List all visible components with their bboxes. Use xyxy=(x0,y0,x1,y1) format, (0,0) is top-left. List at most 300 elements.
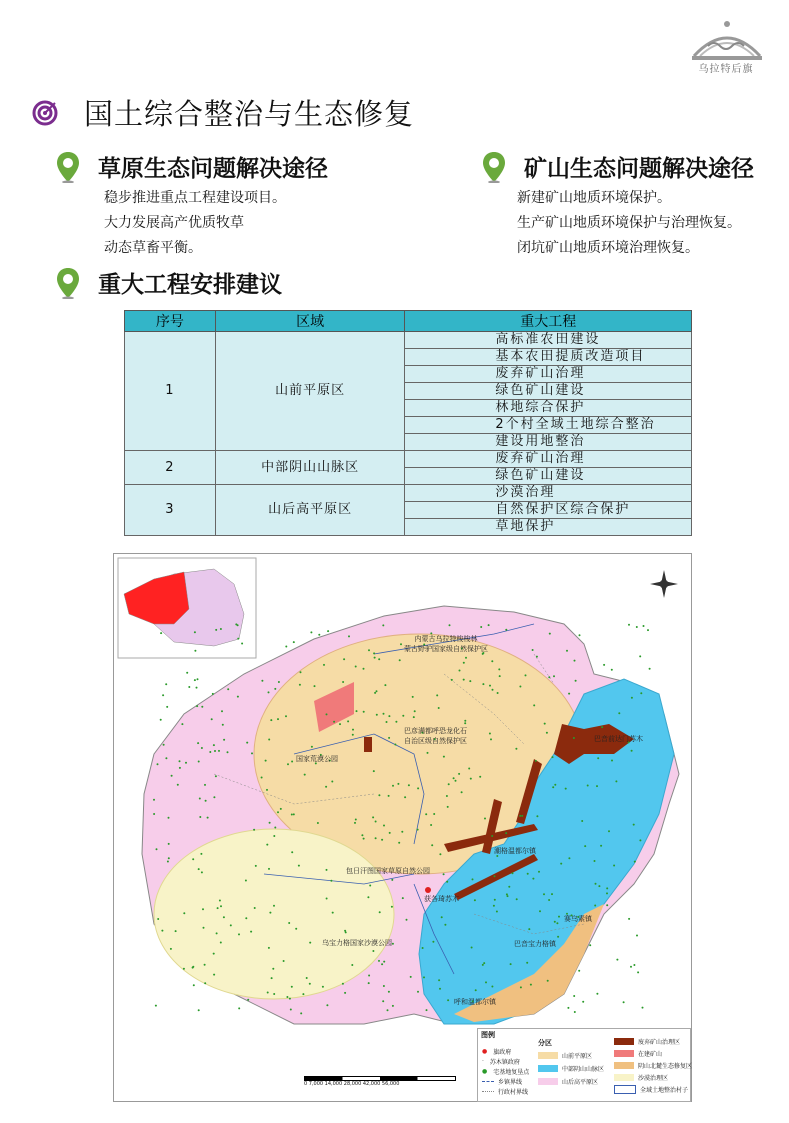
reclamation-point xyxy=(530,984,532,986)
text-line: 大力发展高产优质牧草 xyxy=(104,215,244,231)
legend-item xyxy=(614,1073,668,1082)
mine-lines xyxy=(517,186,741,261)
reclamation-point xyxy=(491,835,493,837)
reclamation-point xyxy=(352,729,354,731)
legend-item xyxy=(482,1047,511,1056)
reclamation-point xyxy=(383,825,385,827)
reclamation-point xyxy=(554,921,556,923)
logo-caption: 乌拉特后旗 xyxy=(698,64,754,75)
reclamation-point xyxy=(488,624,490,626)
reclamation-point xyxy=(268,947,270,949)
reclamation-point xyxy=(491,986,493,988)
reclamation-point xyxy=(623,1001,625,1003)
reclamation-point xyxy=(611,760,613,762)
reclamation-point xyxy=(465,657,467,659)
reclamation-point xyxy=(266,844,268,846)
reclamation-point xyxy=(213,974,215,976)
reclamation-point xyxy=(603,664,605,666)
reclamation-point xyxy=(446,795,448,797)
header-region: 区域 xyxy=(215,311,405,332)
reclamation-point xyxy=(568,857,570,859)
reclamation-point xyxy=(472,878,474,880)
location-pin-icon xyxy=(56,267,80,299)
reclamation-point xyxy=(464,722,466,724)
section-mine-header xyxy=(482,150,754,183)
reclamation-point xyxy=(207,817,209,819)
reclamation-point xyxy=(241,643,243,645)
reclamation-point xyxy=(375,837,377,839)
legend-item xyxy=(538,1077,598,1086)
legend-label: 在建矿山 xyxy=(638,1051,663,1058)
project-cell: 废弃矿山治理 xyxy=(405,451,692,468)
reclamation-point xyxy=(499,675,501,677)
reclamation-point xyxy=(331,781,333,783)
reclamation-point xyxy=(194,679,196,681)
reclamation-point xyxy=(521,815,523,817)
reclamation-point xyxy=(508,886,510,888)
legend-label: 全域土地整治村子 xyxy=(640,1087,689,1094)
reclamation-point xyxy=(220,628,222,630)
reclamation-point xyxy=(395,721,397,723)
scale-bar xyxy=(304,1076,456,1087)
reclamation-point xyxy=(179,767,181,769)
reclamation-point xyxy=(536,815,538,817)
reclamation-point xyxy=(156,848,158,850)
reclamation-point xyxy=(469,680,471,682)
legend-title: 图例 xyxy=(481,1031,495,1039)
reclamation-point xyxy=(391,906,393,908)
reclamation-point xyxy=(536,656,538,658)
reclamation-point xyxy=(223,916,225,918)
line-icon xyxy=(482,1091,494,1092)
reclamation-point xyxy=(277,718,279,720)
reclamation-point xyxy=(399,659,401,661)
reclamation-point xyxy=(596,785,598,787)
row-region: 山后高平原区 xyxy=(215,485,405,536)
reclamation-point xyxy=(613,865,615,867)
reclamation-point xyxy=(547,980,549,982)
reclamation-point xyxy=(423,976,425,978)
reclamation-point xyxy=(382,624,384,626)
reclamation-point xyxy=(557,936,559,938)
reclamation-point xyxy=(192,858,194,860)
reclamation-point xyxy=(400,643,402,645)
swatch-icon xyxy=(614,1050,634,1057)
reclamation-point xyxy=(401,831,403,833)
reclamation-point xyxy=(153,799,155,801)
reclamation-point xyxy=(402,897,404,899)
reclamation-point xyxy=(543,893,545,895)
legend-item xyxy=(614,1049,662,1058)
reclamation-point xyxy=(351,964,353,966)
reclamation-point xyxy=(298,865,300,867)
reclamation-point xyxy=(463,679,465,681)
reclamation-point xyxy=(300,1012,302,1014)
label-reserve: 内蒙古乌拉特梭梭林 蒙古野驴国家级自然保护区 xyxy=(404,635,488,653)
reclamation-point xyxy=(565,788,567,790)
reclamation-point xyxy=(344,930,346,932)
reclamation-point xyxy=(273,993,275,995)
target-icon xyxy=(32,100,58,126)
reclamation-point xyxy=(464,720,466,722)
reclamation-point xyxy=(606,887,608,889)
legend-label: 沙漠治理区 xyxy=(638,1075,669,1082)
reclamation-point xyxy=(368,975,370,977)
reclamation-point xyxy=(432,941,434,943)
reclamation-point xyxy=(212,693,214,695)
project-cell: 沙漠治理 xyxy=(405,485,692,502)
reclamation-point xyxy=(227,751,229,753)
reclamation-point xyxy=(618,712,620,714)
row-number: 3 xyxy=(125,485,216,536)
reclamation-point xyxy=(484,818,486,820)
reclamation-point xyxy=(326,713,328,715)
reclamation-point xyxy=(640,692,642,694)
reclamation-point xyxy=(388,737,390,739)
reclamation-point xyxy=(205,800,207,802)
reclamation-point xyxy=(222,724,224,726)
reclamation-point xyxy=(515,748,517,750)
reclamation-point xyxy=(188,686,190,688)
reclamation-point xyxy=(438,979,440,981)
reclamation-point xyxy=(479,776,481,778)
reclamation-point xyxy=(404,796,406,798)
reclamation-point xyxy=(470,778,472,780)
reclamation-point xyxy=(215,629,217,631)
reclamation-point xyxy=(595,883,597,885)
reclamation-point xyxy=(217,907,219,909)
reclamation-point xyxy=(589,944,591,946)
reclamation-point xyxy=(548,676,550,678)
legend-item xyxy=(614,1085,688,1094)
reclamation-point xyxy=(525,674,527,676)
reclamation-point xyxy=(575,680,577,682)
reclamation-point xyxy=(197,742,199,744)
section-title: 重大工程安排建议 xyxy=(98,272,282,298)
reclamation-point xyxy=(168,843,170,845)
reclamation-point xyxy=(587,785,589,787)
reclamation-point xyxy=(201,871,203,873)
reclamation-point xyxy=(417,829,419,831)
header-number: 序号 xyxy=(125,311,216,332)
reclamation-point xyxy=(223,739,225,741)
reclamation-point xyxy=(261,777,263,779)
reclamation-point xyxy=(343,658,345,660)
reclamation-point xyxy=(546,732,548,734)
reclamation-point xyxy=(348,635,350,637)
reclamation-point xyxy=(639,839,641,841)
reclamation-point xyxy=(269,822,271,824)
table-row xyxy=(125,332,692,349)
reclamation-point xyxy=(251,752,253,754)
reclamation-point xyxy=(192,967,194,969)
reclamation-point xyxy=(287,763,289,765)
swatch-icon xyxy=(538,1065,558,1072)
reclamation-point xyxy=(283,960,285,962)
reclamation-point xyxy=(573,995,575,997)
reclamation-point xyxy=(347,720,349,722)
reclamation-point xyxy=(221,710,223,712)
reclamation-point xyxy=(268,691,270,693)
legend-subtitle: 分区 xyxy=(538,1039,552,1047)
reclamation-point xyxy=(378,794,380,796)
reclamation-point xyxy=(171,775,173,777)
reclamation-point xyxy=(255,865,257,867)
reclamation-point xyxy=(220,905,222,907)
reclamation-point xyxy=(165,683,167,685)
reclamation-point xyxy=(388,795,390,797)
reclamation-point xyxy=(326,898,328,900)
reclamation-point xyxy=(582,1001,584,1003)
reclamation-point xyxy=(642,1007,644,1009)
label-town: 获各琦苏木 xyxy=(424,895,459,903)
legend-item xyxy=(614,1037,680,1046)
reclamation-point xyxy=(461,791,463,793)
table-row xyxy=(125,451,692,468)
header-project: 重大工程 xyxy=(405,311,692,332)
reclamation-point xyxy=(494,875,496,877)
legend-item xyxy=(482,1087,528,1096)
reclamation-point xyxy=(615,780,617,782)
reclamation-point xyxy=(237,624,239,626)
reclamation-point xyxy=(628,624,630,626)
reclamation-point xyxy=(309,983,311,985)
page-title-row xyxy=(32,92,414,133)
reclamation-point xyxy=(291,761,293,763)
reclamation-point xyxy=(330,880,332,882)
reclamation-point xyxy=(425,813,427,815)
reclamation-point xyxy=(198,1009,200,1011)
reclamation-point xyxy=(342,681,344,683)
reclamation-point xyxy=(181,723,183,725)
reclamation-point xyxy=(185,762,187,764)
swatch-icon xyxy=(538,1052,558,1059)
reclamation-point xyxy=(175,930,177,932)
reclamation-point xyxy=(443,756,445,758)
reclamation-point xyxy=(510,963,512,965)
section-grassland-header xyxy=(56,150,328,183)
reclamation-point xyxy=(447,999,449,1001)
reclamation-point xyxy=(410,976,412,978)
reclamation-point xyxy=(376,690,378,692)
reclamation-point xyxy=(584,845,586,847)
reclamation-point xyxy=(417,787,419,789)
reclamation-point xyxy=(574,660,576,662)
reclamation-point xyxy=(497,692,499,694)
reclamation-point xyxy=(278,681,280,683)
reclamation-point xyxy=(492,689,494,691)
reclamation-point xyxy=(552,786,554,788)
reclamation-point xyxy=(179,760,181,762)
reclamation-point xyxy=(310,631,312,633)
reclamation-point xyxy=(649,668,651,670)
reclamation-point xyxy=(274,688,276,690)
reclamation-point xyxy=(199,816,201,818)
reclamation-point xyxy=(326,1004,328,1006)
reclamation-point xyxy=(372,816,374,818)
reclamation-point xyxy=(160,632,162,634)
reclamation-point xyxy=(556,922,558,924)
reclamation-point xyxy=(250,931,252,933)
reclamation-point xyxy=(391,879,393,881)
reclamation-point xyxy=(386,721,388,723)
reclamation-point xyxy=(323,664,325,666)
reclamation-point xyxy=(438,707,440,709)
reclamation-point xyxy=(491,660,493,662)
project-cell: 绿色矿山建设 xyxy=(405,383,692,400)
reclamation-point xyxy=(153,813,155,815)
reclamation-point xyxy=(397,783,399,785)
reclamation-point xyxy=(560,863,562,865)
reclamation-point xyxy=(157,763,159,765)
reclamation-point xyxy=(549,633,551,635)
row-region: 中部阴山山脉区 xyxy=(215,451,405,485)
reclamation-point xyxy=(289,998,291,1000)
reclamation-point xyxy=(317,822,319,824)
reclamation-point xyxy=(166,706,168,708)
reclamation-point xyxy=(302,993,304,995)
reclamation-point xyxy=(408,784,410,786)
reclamation-point xyxy=(444,924,446,926)
reclamation-point xyxy=(373,652,375,654)
reclamation-point xyxy=(598,885,600,887)
reclamation-point xyxy=(388,991,390,993)
reclamation-point xyxy=(519,686,521,688)
reclamation-point xyxy=(216,932,218,934)
reclamation-point xyxy=(363,711,365,713)
reclamation-point xyxy=(573,737,575,739)
reclamation-point xyxy=(490,738,492,740)
swatch-icon xyxy=(614,1085,636,1094)
reclamation-point xyxy=(374,657,376,659)
reclamation-point xyxy=(177,784,179,786)
reclamation-point xyxy=(333,721,335,723)
reclamation-point xyxy=(471,947,473,949)
reclamation-point xyxy=(332,912,334,914)
swatch-icon xyxy=(614,1038,634,1045)
reclamation-point xyxy=(218,750,220,752)
reclamation-point xyxy=(197,678,199,680)
project-cell: 绿色矿山建设 xyxy=(405,468,692,485)
reclamation-point xyxy=(637,971,639,973)
reclamation-point xyxy=(496,911,498,913)
reclamation-point xyxy=(194,631,196,633)
legend-label: 废弃矿山治理区 xyxy=(638,1039,681,1046)
reclamation-point xyxy=(204,784,206,786)
reclamation-point xyxy=(311,746,313,748)
reclamation-point xyxy=(269,912,271,914)
reclamation-point xyxy=(413,716,415,718)
reclamation-point xyxy=(383,713,385,715)
reclamation-point xyxy=(288,922,290,924)
reclamation-point xyxy=(383,985,385,987)
reclamation-point xyxy=(493,905,495,907)
reclamation-point xyxy=(449,624,451,626)
reclamation-point xyxy=(209,751,211,753)
legend-label: 中部阴山山脉区 xyxy=(562,1066,605,1073)
reclamation-point xyxy=(295,928,297,930)
reclamation-point xyxy=(520,986,522,988)
reclamation-point xyxy=(183,912,185,914)
reclamation-point xyxy=(498,668,500,670)
reclamation-point xyxy=(392,785,394,787)
reclamation-point xyxy=(246,742,248,744)
legend-label: 山后高平原区 xyxy=(562,1079,599,1086)
text-line: 稳步推进重点工程建设项目。 xyxy=(104,190,286,206)
reclamation-point xyxy=(414,710,416,712)
reclamation-point xyxy=(265,760,267,762)
reclamation-point xyxy=(372,950,374,952)
reclamation-point xyxy=(388,715,390,717)
green-dot-icon: ● xyxy=(482,1068,488,1075)
reclamation-point xyxy=(594,860,596,862)
reclamation-point xyxy=(247,999,249,1001)
project-cell: 废弃矿山治理 xyxy=(405,366,692,383)
label-reserve: 巴彦满都呼恐龙化石 自治区级自然保护区 xyxy=(404,727,467,745)
reclamation-point xyxy=(378,658,380,660)
reclamation-point xyxy=(394,744,396,746)
reclamation-point xyxy=(196,687,198,689)
reclamation-point xyxy=(417,991,419,993)
reclamation-point xyxy=(634,861,636,863)
reclamation-point xyxy=(345,931,347,933)
reclamation-point xyxy=(354,822,356,824)
reclamation-point xyxy=(468,768,470,770)
reclamation-point xyxy=(553,675,555,677)
reclamation-point xyxy=(581,820,583,822)
reclamation-point xyxy=(636,935,638,937)
reclamation-point xyxy=(430,824,432,826)
reclamation-point xyxy=(433,813,435,815)
reclamation-point xyxy=(381,963,383,965)
reclamation-point xyxy=(505,629,507,631)
reclamation-point xyxy=(630,966,632,968)
label-park: 国家荒漠公园 xyxy=(296,755,338,763)
reclamation-point xyxy=(367,896,369,898)
reclamation-point xyxy=(389,832,391,834)
map-legend xyxy=(477,1028,691,1102)
reclamation-point xyxy=(494,899,496,901)
reclamation-point xyxy=(398,842,400,844)
reclamation-point xyxy=(268,739,270,741)
reclamation-point xyxy=(237,638,239,640)
reclamation-point xyxy=(516,898,518,900)
project-cell: 基本农田提质改造项目 xyxy=(405,349,692,366)
reclamation-point xyxy=(339,723,341,725)
reclamation-point xyxy=(261,680,263,682)
reclamation-point xyxy=(548,899,550,901)
reclamation-point xyxy=(374,692,376,694)
reclamation-point xyxy=(526,962,528,964)
legend-item xyxy=(482,1057,520,1066)
reclamation-point xyxy=(554,784,556,786)
reclamation-point xyxy=(211,718,213,720)
reclamation-point xyxy=(574,1011,576,1013)
reclamation-point xyxy=(342,983,344,985)
yellow-zone xyxy=(154,829,394,999)
reclamation-point xyxy=(594,905,596,907)
reclamation-point xyxy=(373,770,375,772)
reclamation-point xyxy=(427,752,429,754)
label-park: 乌宝力格国家沙漠公园 xyxy=(322,939,392,947)
label-town: 赛乌素镇 xyxy=(564,915,592,923)
reclamation-point xyxy=(489,685,491,687)
reclamation-point xyxy=(636,626,638,628)
reclamation-point xyxy=(387,1009,389,1011)
reclamation-point xyxy=(155,1005,157,1007)
reclamation-point xyxy=(363,838,365,840)
reclamation-point xyxy=(463,662,465,664)
